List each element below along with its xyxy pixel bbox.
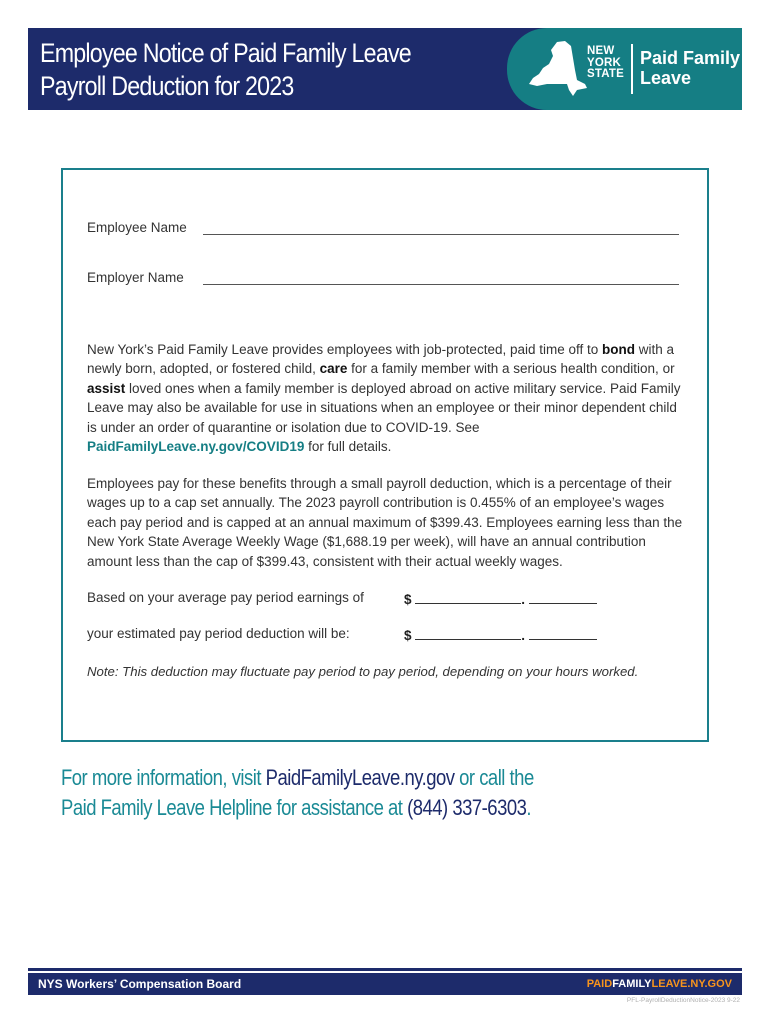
employer-name-label: Employer Name	[87, 270, 184, 285]
footer-divider	[28, 968, 742, 971]
earnings-amount-field[interactable]: $ .	[404, 590, 597, 607]
care-keyword: care	[319, 361, 348, 377]
earnings-label: Based on your average pay period earnings of	[87, 590, 364, 605]
covid19-link[interactable]: PaidFamilyLeave.ny.gov/COVID19	[87, 439, 305, 455]
employee-name-field[interactable]	[203, 234, 679, 235]
paid-family-leave-wordmark: Paid Family Leave	[640, 48, 741, 88]
benefits-paragraph: New York’s Paid Family Leave provides employees with job-protected, paid time off to bond with a newly born, adopted, or fostered child, care for a family member with a serious health condition, or assist loved ones when a family member is deployed abroad on active military service. Paid Family Leave may also be available for use in situations when an employee or their minor dependent child is under an order of quarantine or isolation due to COVID-19. See PaidFamilyLeave.ny.gov/COVID19 for full details.	[87, 342, 681, 455]
employee-name-row	[87, 220, 679, 238]
employer-name-field[interactable]	[203, 284, 679, 285]
contribution-paragraph: Employees pay for these benefits through a small payroll deduction, which is a percentage of their wages up to a cap set annually. The 2023 payroll contribution is 0.455% of an employee’s wages each pay period and is capped at an annual maximum of $399.43. Employees earning less than the New York State Average Weekly Wage ($1,688.19 per week), will have an annual contribution amount less than the cap of $399.43, consistent with their actual weekly wages.	[87, 476, 683, 569]
new-york-state-wordmark: NEW YORK STATE	[587, 45, 624, 80]
title-line-2: Payroll Deduction for 2023	[40, 71, 294, 101]
employee-name-label: Employee Name	[87, 220, 187, 235]
earnings-row	[87, 590, 687, 610]
website-link[interactable]: PaidFamilyLeave.ny.gov	[265, 765, 455, 790]
footer-website-link[interactable]: PAIDFAMILYLEAVE.NY.GOV	[586, 978, 732, 990]
logo-divider	[631, 44, 633, 94]
helpline-phone[interactable]: (844) 337-6303	[407, 795, 527, 820]
employer-name-row	[87, 270, 679, 288]
footer-agency: NYS Workers’ Compensation Board	[38, 977, 242, 991]
deduction-amount-field[interactable]: $ .	[404, 626, 597, 643]
title-line-1: Employee Notice of Paid Family Leave	[40, 38, 411, 68]
header-banner	[28, 28, 742, 110]
footer-bar	[28, 973, 742, 995]
deduction-note: Note: This deduction may fluctuate pay period to pay period, depending on your hours worked.	[87, 664, 639, 679]
more-info-callout: For more information, visit PaidFamilyLeave.ny.gov or call the Paid Family Leave Helpline for assistance at (844) 337-6303.	[61, 765, 534, 820]
form-code: PFL-PayrollDeductionNotice-2023 9-22	[626, 997, 740, 1004]
notice-form	[61, 168, 709, 742]
page-title	[40, 37, 411, 103]
deduction-label: your estimated pay period deduction will be:	[87, 626, 350, 641]
bond-keyword: bond	[602, 342, 636, 357]
new-york-state-map-icon	[527, 40, 589, 98]
assist-keyword: assist	[87, 380, 126, 396]
deduction-row	[87, 626, 687, 646]
nys-pfl-logo	[507, 28, 742, 110]
